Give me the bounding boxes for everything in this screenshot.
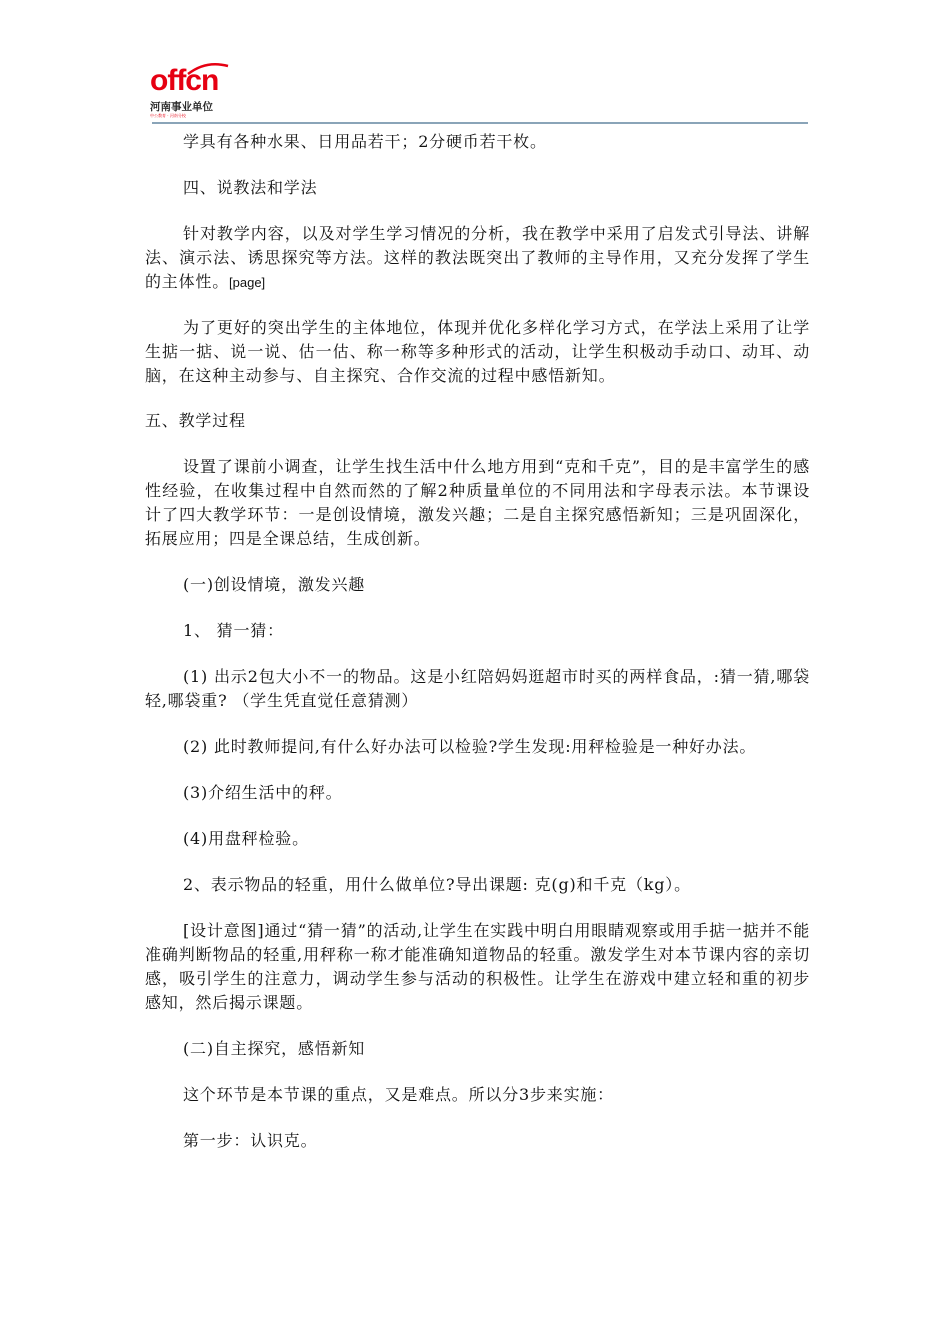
logo-text: offcn (150, 64, 219, 97)
document-body (145, 122, 810, 1153)
paragraph-learning-methods: 为了更好的突出学生的主体地位，体现并优化多样化学习方式，在学法上采用了让学生掂一掂、说一说、估一估、称一称等多种形式的活动，让学生积极动手动口、动耳、动脑，在这种主动参与、自主探究、合作交流的过程中感悟新知。 (145, 318, 810, 385)
paragraph-step-one-gram: 第一步：认识克。 (183, 1131, 318, 1150)
logo-tagline: 中公教育 · 河南分校 (150, 113, 186, 118)
item-guess-2: (2) 此时教师提问,有什么好办法可以检验?学生发现:用秤检验是一种好办法。 (183, 737, 757, 756)
paragraph-design-intent: [设计意图]通过“猜一猜”的活动,让学生在实践中明白用眼睛观察或用手掂一掂并不能准确判断物品的轻重,用秤称一称才能准确知道物品的轻重。激发学生对本节课内容的亲切感，吸引学生的注意力，调动学生参与活动的积极性。让学生在游戏中建立轻和重的初步感知，然后揭示课题。 (145, 921, 810, 1012)
logo-swoosh-icon (186, 62, 230, 76)
item-units: 2、表示物品的轻重，用什么做单位?导出课题: 克(g)和千克（kg）。 (183, 875, 691, 894)
page-marker: [page] (229, 275, 266, 290)
paragraph-teaching-methods (145, 222, 810, 295)
section-heading-methods: 四、说教法和学法 (183, 178, 318, 197)
offcn-logo (150, 66, 230, 122)
section-heading-process: 五、教学过程 (145, 411, 246, 430)
logo-subtitle: 河南事业单位 (150, 101, 213, 113)
item-guess-4: (4)用盘秤检验。 (183, 829, 309, 848)
paragraph-process-overview: 设置了课前小调查，让学生找生活中什么地方用到“克和千克”，目的是丰富学生的感性经验，在收集过程中自然而然的了解2种质量单位的不同用法和字母表示法。本节课设计了四大教学环节：一是创设情境，激发兴趣；二是自主探究感悟新知；三是巩固深化，拓展应用；四是全课总结，生成创新。 (145, 457, 810, 548)
paragraph-key-point: 这个环节是本节课的重点，又是难点。所以分3步来实施： (183, 1085, 614, 1104)
item-guess-3: (3)介绍生活中的秤。 (183, 783, 343, 802)
subheading-step-two: (二)自主探究，感悟新知 (183, 1039, 366, 1058)
paragraph-materials: 学具有各种水果、日用品若干；2分硬币若干枚。 (183, 132, 547, 151)
item-guess: 1、 猜一猜： (183, 621, 284, 640)
subheading-step-one: (一)创设情境，激发兴趣 (183, 575, 366, 594)
teaching-methods-text: 针对教学内容，以及对学生学习情况的分析，我在教学中采用了启发式引导法、讲解法、演示法、诱思探究等方法。这样的教法既突出了教师的主导作用，又充分发挥了学生的主体性。 (145, 224, 810, 291)
page-header (0, 0, 950, 125)
item-guess-1: (1) 出示2包大小不一的物品。这是小红陪妈妈逛超市时买的两样食品，:猜一猜,哪袋轻,哪袋重? （学生凭直觉任意猜测） (145, 667, 810, 710)
